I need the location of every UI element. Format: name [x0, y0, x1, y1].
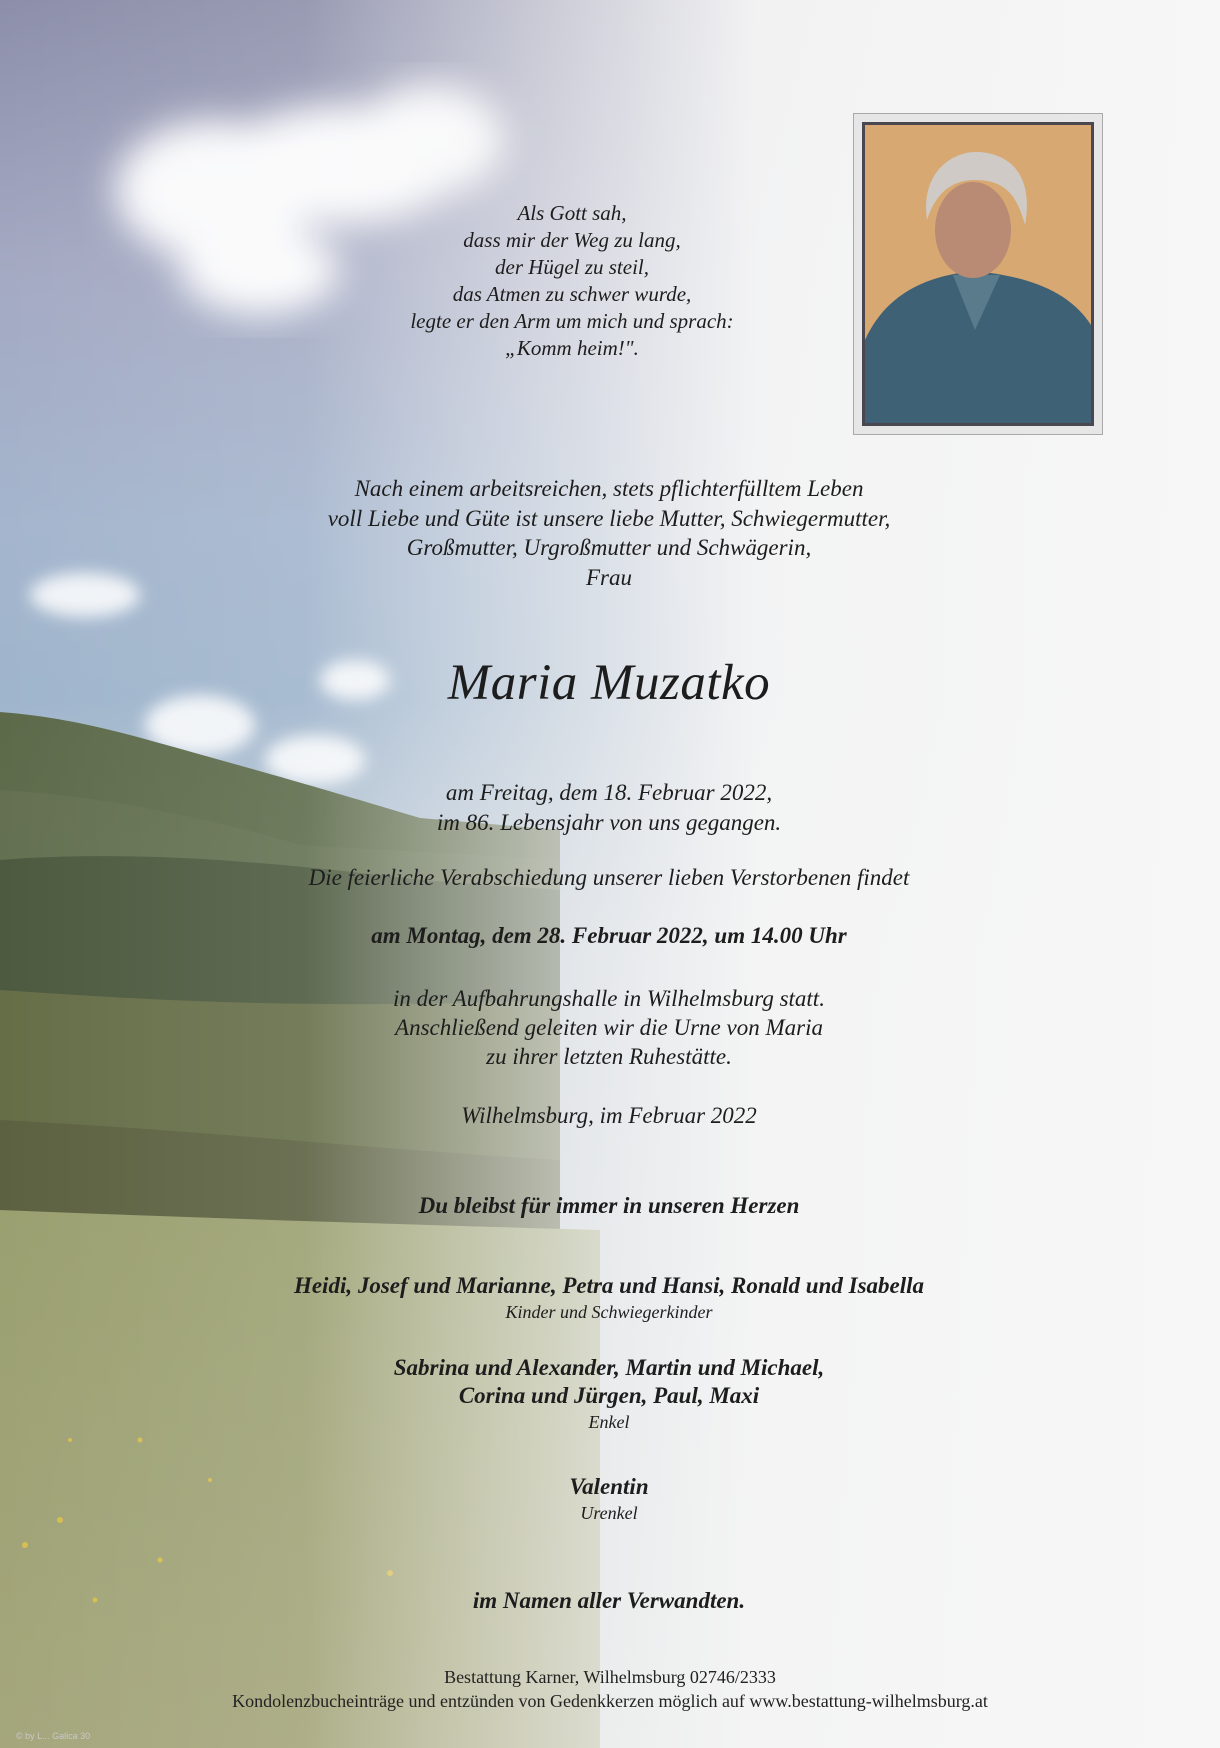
mourner-names: Heidi, Josef und Marianne, Petra und Hansi, Ronald und Isabella [293, 1273, 925, 1298]
motto: Du bleibst für immer in unseren Herzen [418, 1193, 800, 1218]
poem-line: legte er den Arm um mich und sprach: [410, 309, 734, 333]
deceased-name: Maria Muzatko [447, 655, 771, 711]
death-line: im 86. Lebensjahr von uns gegangen. [436, 809, 782, 835]
intro-line: voll Liebe und Güte ist unsere liebe Mutter, Schwiegermutter, [327, 505, 891, 531]
footer-funeral-home: Bestattung Karner, Wilhelmsburg 02746/2333 [444, 1667, 776, 1687]
place-date: Wilhelmsburg, im Februar 2022 [461, 1103, 757, 1128]
footer-condolence-info: Kondolenzbucheinträge und entzünden von Gedenkkerzen möglich auf www.bestattung-wilhelmsburg.at [232, 1691, 988, 1711]
poem [0, 200, 1182, 362]
mourner-names: Valentin [569, 1474, 649, 1499]
poem-line: das Atmen zu schwer wurde, [452, 282, 692, 306]
death-line: am Freitag, dem 18. Februar 2022, [445, 780, 773, 805]
venue-line: zu ihrer letzten Ruhestätte. [486, 1044, 732, 1069]
mourner-relation: Enkel [588, 1412, 630, 1432]
death-info [0, 778, 1219, 837]
mourner-names: Sabrina und Alexander, Martin und Michael, [393, 1355, 825, 1380]
intro-line: Frau [586, 564, 632, 590]
mourner-group-children [0, 1272, 1219, 1324]
venue-line: Anschließend geleiten wir die Urne von Maria [395, 1015, 823, 1040]
poem-line: dass mir der Weg zu lang, [463, 228, 681, 252]
mourner-names: Corina und Jürgen, Paul, Maxi [458, 1383, 760, 1408]
intro-line: Nach einem arbeitsreichen, stets pflichterfülltem Leben [354, 476, 864, 501]
venue-line: in der Aufbahrungshalle in Wilhelmsburg statt. [393, 986, 825, 1011]
ceremony-date: am Montag, dem 28. Februar 2022, um 14.00 Uhr [371, 923, 847, 948]
footer [0, 1665, 1220, 1713]
mourner-group-grandchildren [0, 1354, 1219, 1434]
closing-line: im Namen aller Verwandten. [472, 1588, 746, 1613]
mourner-relation: Kinder und Schwiegerkinder [505, 1302, 713, 1322]
intro-line: Großmutter, Urgroßmutter und Schwägerin, [406, 535, 812, 560]
image-credit: © by L... Galica 30 [16, 1731, 91, 1741]
mourner-group-great-grandchildren [0, 1473, 1219, 1525]
farewell-text: Die feierliche Verabschiedung unserer lieben Verstorbenen findet [308, 865, 910, 890]
venue-text [0, 984, 1219, 1071]
poem-line: „Komm heim!". [505, 336, 639, 360]
intro-text [0, 474, 1219, 592]
mourner-relation: Urenkel [580, 1503, 638, 1523]
poem-line: der Hügel zu steil, [495, 255, 649, 279]
poem-line: Als Gott sah, [517, 201, 627, 225]
